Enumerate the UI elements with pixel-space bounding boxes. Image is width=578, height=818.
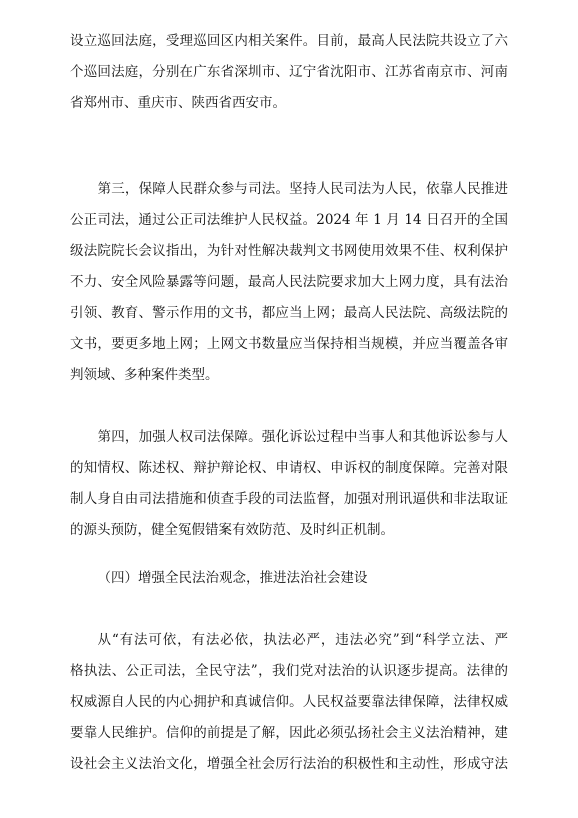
text-line: 级法院院长会议指出，为针对性解决裁判文书网使用效果不佳、权利保护	[70, 243, 508, 259]
paragraph-circuit-courts	[70, 26, 508, 119]
paragraph-fourth-point	[70, 422, 508, 546]
text-line: 设社会主义法治文化，增强全社会厉行法治的积极性和主动性，形成守法	[70, 756, 508, 772]
text-line: 引领、教育、警示作用的文书，都应当上网；最高人民法院、高级法院的	[70, 305, 508, 321]
section-heading	[70, 563, 508, 594]
text-line: 省郑州市、重庆市、陕西省西安市。	[70, 95, 286, 111]
text-line: 从“有法可依，有法必依，执法必严，违法必究”到“科学立法、严	[97, 632, 508, 648]
text-line: 的知情权、陈述权、辩护辩论权、申请权、申诉权的制度保障。完善对限	[70, 460, 508, 476]
text-line: 设立巡回法庭，受理巡回区内相关案件。目前，最高人民法院共设立了六	[70, 33, 508, 49]
text-line: 公正司法，通过公正司法维护人民权益。2024 年 1 月 14 日召开的全国	[70, 212, 508, 228]
text-line: 第四，加强人权司法保障。强化诉讼过程中当事人和其他诉讼参与人	[97, 429, 508, 445]
section-heading-text: （四）增强全民法治观念，推进法治社会建设	[97, 570, 368, 586]
text-line: 个巡回法庭，分别在广东省深圳市、辽宁省沈阳市、江苏省南京市、河南	[70, 64, 508, 80]
text-line: 第三，保障人民群众参与司法。坚持人民司法为人民，依靠人民推进	[97, 181, 508, 197]
text-line: 制人身自由司法措施和侦查手段的司法监督，加强对刑讯逼供和非法取证	[70, 491, 508, 507]
text-line: 的源头预防，健全冤假错案有效防范、及时纠正机制。	[70, 522, 394, 538]
text-line: 权威源自人民的内心拥护和真诚信仰。人民权益要靠法律保障，法律权威	[70, 694, 508, 710]
text-line: 文书，要更多地上网；上网文书数量应当保持相当规模，并应当覆盖各审	[70, 336, 508, 352]
text-line: 判领域、多种案件类型。	[70, 367, 219, 383]
paragraph-third-point	[70, 174, 508, 391]
text-line: 要靠人民维护。信仰的前提是了解，因此必须弘扬社会主义法治精神，建	[70, 725, 508, 741]
text-line: 不力、安全风险暴露等问题，最高人民法院要求加大上网力度，具有法治	[70, 274, 508, 290]
text-line: 格执法、公正司法，全民守法”，我们党对法治的认识逐步提高。法律的	[70, 663, 508, 679]
paragraph-rule-of-law-society	[70, 625, 508, 780]
